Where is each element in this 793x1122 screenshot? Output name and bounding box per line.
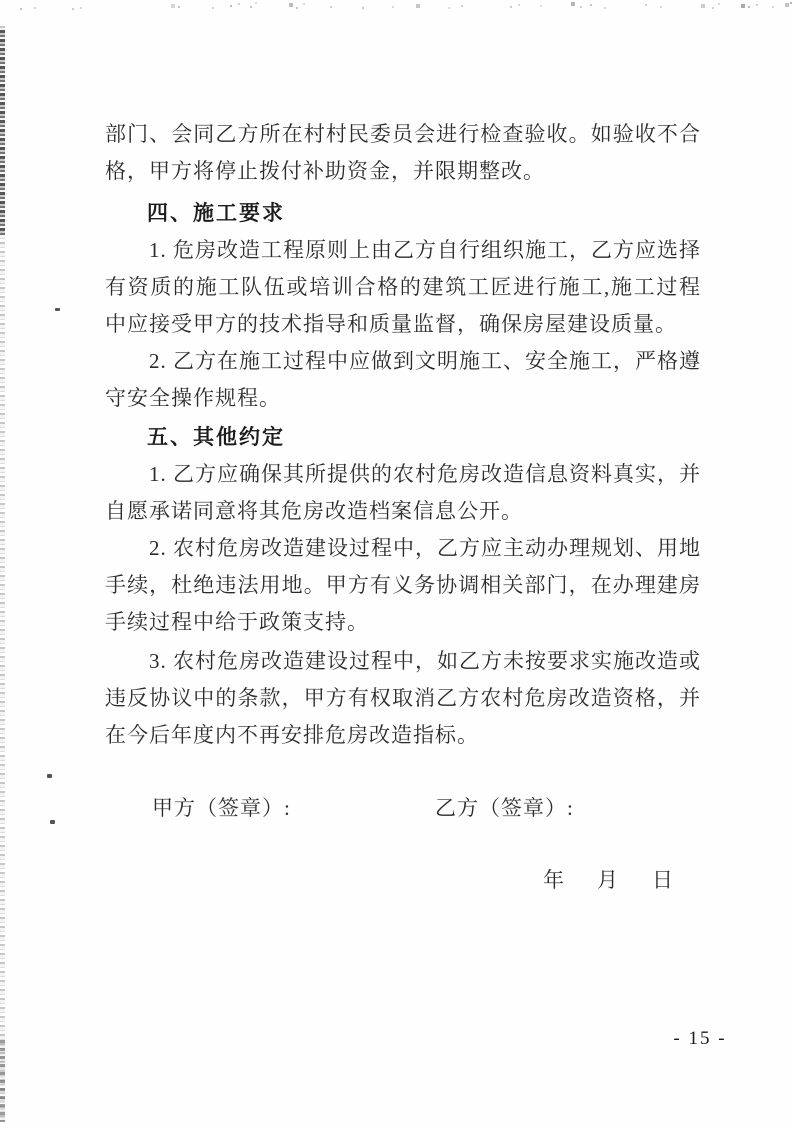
scan-speck (50, 820, 55, 824)
signature-row (105, 790, 701, 827)
page-number: - 15 - (673, 1028, 727, 1049)
date-month-label: 月 (597, 868, 619, 892)
scan-edge-strip-bottom (0, 1040, 5, 1122)
paragraph-other-item-3: 3. 农村危房改造建设过程中，如乙方未按要求实施改造或违反协议中的条款，甲方有权取消乙方农村危房改造资格，并在今后年度内不再安排危房改造指标。 (105, 649, 701, 747)
paragraph-other-item-2: 2. 农村危房改造建设过程中，乙方应主动办理规划、用地手续，杜绝违法用地。甲方有义务协调相关部门，在办理建房手续过程中给于政策支持。 (105, 536, 701, 634)
date-row (105, 862, 701, 899)
party-b-signature-label: 乙方（签章）: (435, 796, 574, 820)
date-day-label: 日 (652, 868, 674, 892)
contract-body (105, 116, 701, 899)
scan-noise-top (0, 0, 2, 2)
scan-speck (47, 774, 52, 778)
party-a-signature-label: 甲方（签章）: (152, 796, 291, 820)
paragraph-construction-item-1: 1. 危房改造工程原则上由乙方自行组织施工，乙方应选择有资质的施工队伍或培训合格的建筑工匠进行施工,施工过程中应接受甲方的技术指导和质量监督，确保房屋建设质量。 (105, 238, 701, 336)
date-year-label: 年 (543, 868, 565, 892)
scan-edge-strip-dark (0, 30, 5, 235)
scan-speck (55, 308, 60, 311)
paragraph-construction-item-2: 2. 乙方在施工过程中应做到文明施工、安全施工，严格遵守安全操作规程。 (105, 349, 701, 410)
section-heading-other-agreements: 五、其他约定 (147, 426, 285, 449)
paragraph-other-item-1: 1. 乙方应确保其所提供的农村危房改造信息资料真实，并自愿承诺同意将其危房改造档案信息公开。 (105, 462, 701, 523)
paragraph-acceptance-continuation: 部门、会同乙方所在村村民委员会进行检查验收。如验收不合格，甲方将停止拨付补助资金，并限期整改。 (105, 122, 701, 183)
section-heading-construction-requirements: 四、施工要求 (147, 202, 285, 225)
